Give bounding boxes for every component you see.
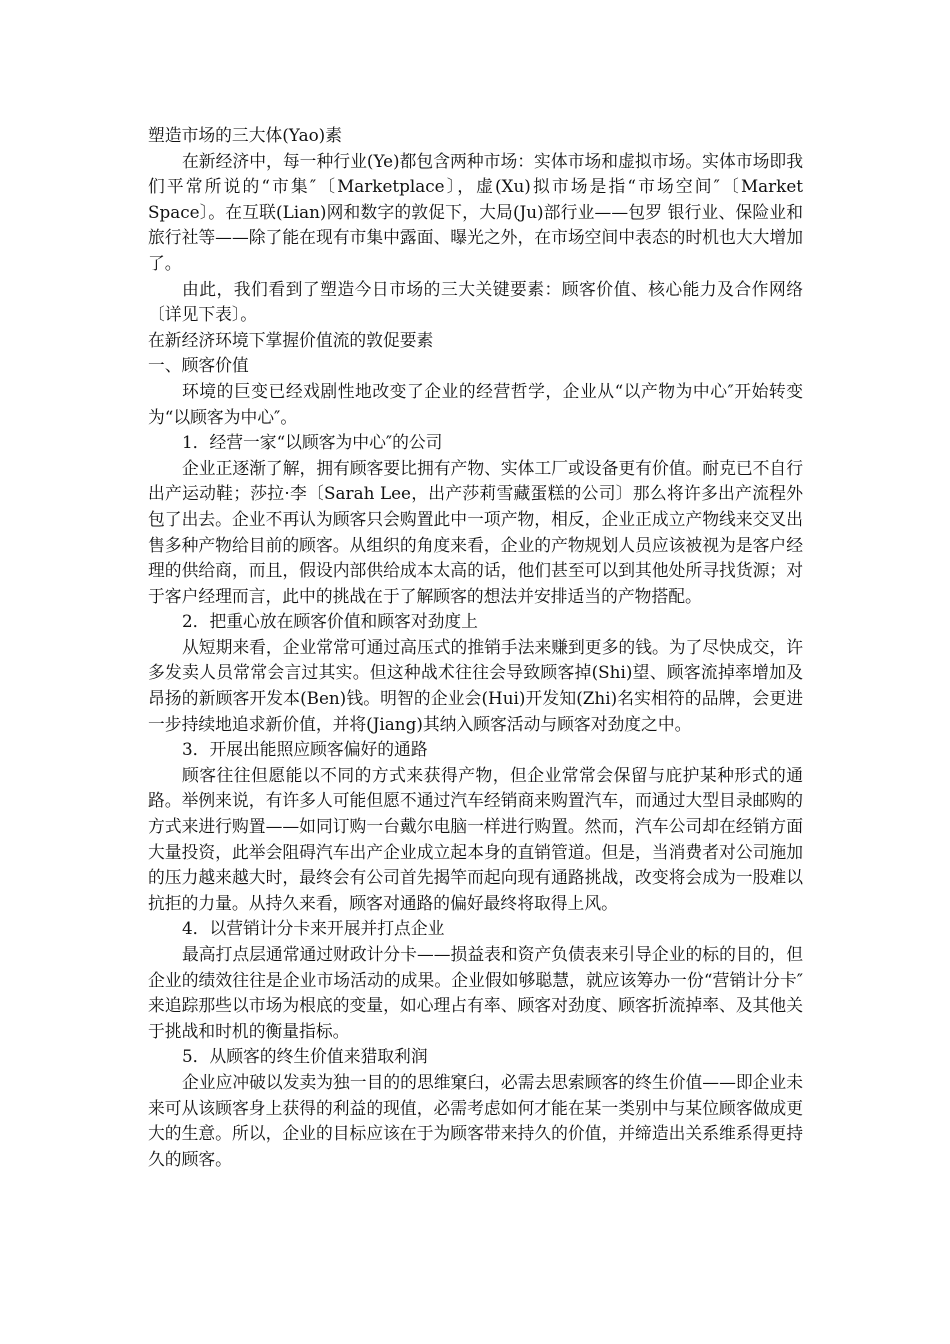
- item-2-body: 从短期来看，企业常常可通过高压式的推销手法来赚到更多的钱。为了尽快成交，许多发卖人员常常会言过其实。但这种战术往往会导致顾客掉(Shi)望、顾客流掉率增加及昂扬的新顾客开发本(Ben)钱。明智的企业会(Hui)开发知(Zhi)名实相符的品牌，会更进一步持续地追求新价值，并将(Jiang)其纳入顾客活动与顾客对劲度之中。: [148, 636, 803, 734]
- part-intro-paragraph: 环境的巨变已经戏剧性地改变了企业的经营哲学，企业从“以产物为中心″开始转变为“以顾客为中心″。: [148, 380, 803, 427]
- document-title: 塑造市场的三大体(Yao)素: [148, 125, 343, 145]
- item-5-heading: 5．从顾客的终生价值来猎取利润: [182, 1046, 428, 1067]
- item-5-body: 企业应冲破以发卖为独一目的的思维窠臼，必需去思索顾客的终生价值——即企业未来可从该顾客身上获得的利益的现值，必需考虑如何才能在某一类别中与某位顾客做成更大的生意。所以，企业的目标应该在于为顾客带来持久的价值，并缔造出关系维系得更持久的顾客。: [148, 1071, 803, 1169]
- item-3-body: 顾客往往但愿能以不同的方式来获得产物，但企业常常会保留与庇护某种形式的通路。举例来说，有许多人可能但愿不通过汽车经销商来购置汽车，而通过大型目录邮购的方式来进行购置——如同订购一台戴尔电脑一样进行购置。然而，汽车公司却在经销方面大量投资，此举会阻碍汽车出产企业成立起本身的直销管道。但是，当消费者对公司施加的压力越来越大时，最终会有公司首先揭竿而起向现有通路挑战，改变将会成为一股难以抗拒的力量。从持久来看，顾客对通路的偏好最终将取得上风。: [148, 764, 803, 913]
- item-3-heading: 3．开展出能照应顾客偏好的通路: [182, 739, 428, 760]
- item-4-body: 最高打点层通常通过财政计分卡——损益表和资产负债表来引导企业的标的目的，但企业的绩效往往是企业市场活动的成果。企业假如够聪慧，就应该筹办一份“营销计分卡″来追踪那些以市场为根底的变量，如心理占有率、顾客对劲度、顾客折流掉率、及其他关于挑战和时机的衡量指标。: [148, 944, 803, 1041]
- section-heading: 在新经济环境下掌握价值流的敦促要素: [148, 329, 434, 350]
- document-body: [148, 123, 803, 1172]
- item-1-heading: 1．经营一家“以顾客为中心″的公司: [182, 432, 443, 453]
- intro-paragraph-1: 在新经济中，每一种行业(Ye)都包含两种市场：实体市场和虚拟市场。实体市场即我们平常所说的“市集″〔Marketplace〕，虚(Xu)拟市场是指“市场空间″〔Market Space〕。在互联(Lian)网和数字的敦促下，大局(Ju)部行业——包罗 银行业、保险业和旅行社等——除了能在现有市集中露面、曝光之外，在市场空间中表态的时机也大大增加了。: [148, 150, 803, 273]
- intro-paragraph-2: 由此，我们看到了塑造今日市场的三大关键要素：顾客价值、核心能力及合作网络〔详见下表〕。: [148, 278, 803, 325]
- item-1-body: 企业正逐渐了解，拥有顾客要比拥有产物、实体工厂或设备更有价值。耐克已不自行出产运动鞋；莎拉·李〔Sarah Lee，出产莎莉雪藏蛋糕的公司〕那么将许多出产流程外包了出去。企业不再认为顾客只会购置此中一项产物，相反，企业正成立产物线来交叉出售多种产物给目前的顾客。从组织的角度来看，企业的产物规划人员应该被视为是客户经理的供给商，而且，假设内部供给成本太高的话，他们甚至可以到其他处所寻找货源；对于客户经理而言，此中的挑战在于了解顾客的想法并安排适当的产物搭配。: [148, 457, 803, 606]
- part-heading: 一、顾客价值: [148, 355, 249, 376]
- item-2-heading: 2．把重心放在顾客价值和顾客对劲度上: [182, 611, 478, 632]
- item-4-heading: 4．以营销计分卡来开展并打点企业: [182, 918, 445, 939]
